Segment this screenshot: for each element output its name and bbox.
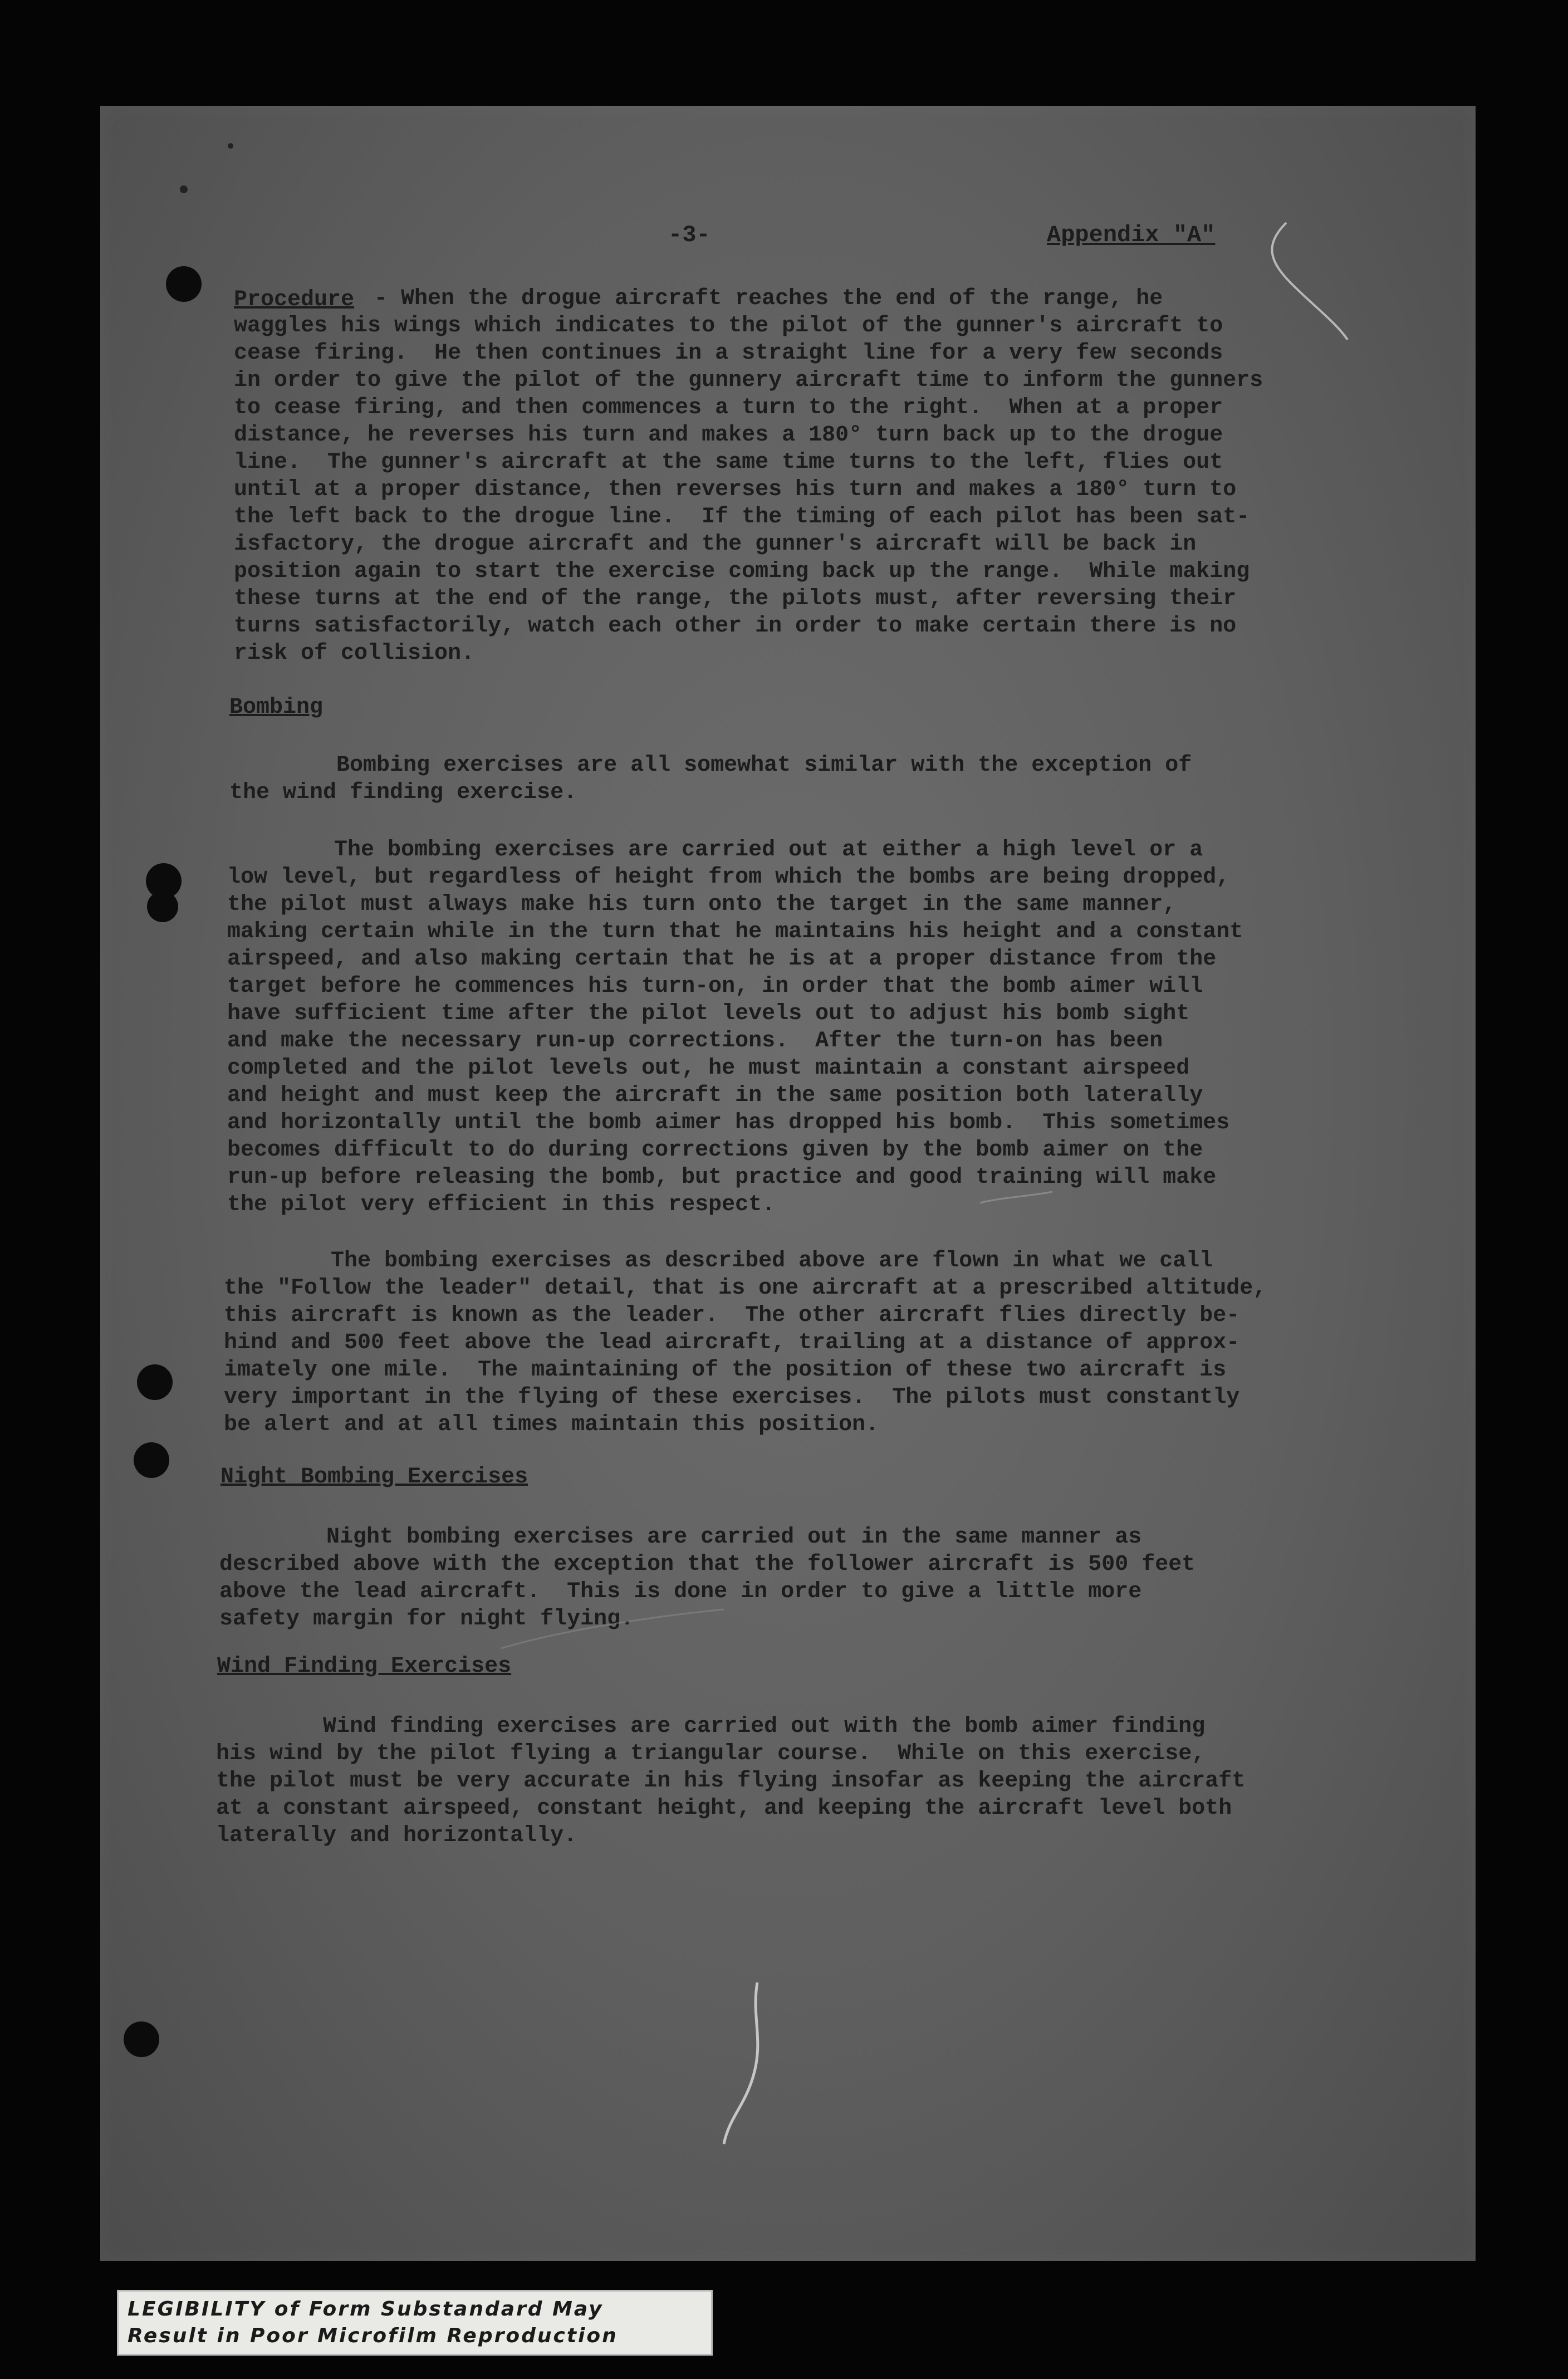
procedure-line: cease firing. He then continues in a straight line for a very few seconds xyxy=(234,341,1223,366)
bombing-line: target before he commences his turn-on, in order that the bomb aimer will xyxy=(227,974,1203,999)
bombing-line: the pilot very efficient in this respect. xyxy=(227,1192,776,1217)
wind-finding-line: laterally and horizontally. xyxy=(216,1823,577,1848)
night-bombing-line: Night bombing exercises are carried out in the same manner as xyxy=(219,1525,1142,1550)
bombing-line: Bombing exercises are all somewhat similar with the exception of xyxy=(229,753,1192,778)
bombing-heading: Bombing xyxy=(229,695,324,720)
bombing-line: and horizontally until the bomb aimer has dropped his bomb. This sometimes xyxy=(227,1110,1230,1135)
bombing-line: the "Follow the leader" detail, that is one aircraft at a prescribed altitude, xyxy=(224,1276,1267,1301)
bombing-line: and make the necessary run-up corrections. After the turn-on has been xyxy=(227,1029,1163,1054)
bombing-line: run-up before releasing the bomb, but practice and good training will make xyxy=(227,1165,1217,1190)
night-bombing-line: described above with the exception that the follower aircraft is 500 feet xyxy=(219,1552,1195,1577)
procedure-line: risk of collision. xyxy=(234,641,475,666)
procedure-line: position again to start the exercise coming back up the range. While making xyxy=(234,559,1250,584)
procedure-line: these turns at the end of the range, the pilots must, after reversing their xyxy=(234,586,1237,611)
wind-finding-line: Wind finding exercises are carried out with the bomb aimer finding xyxy=(216,1714,1206,1739)
page-number: -3- xyxy=(668,222,710,248)
procedure-line: until at a proper distance, then reverses his turn and makes a 180° turn to xyxy=(234,477,1237,502)
procedure-label: Procedure xyxy=(234,287,355,312)
wind-finding-line: the pilot must be very accurate in his flying insofar as keeping the aircraft xyxy=(216,1769,1246,1794)
speck xyxy=(228,143,233,149)
procedure-line: distance, he reverses his turn and makes a 180° turn back up to the drogue xyxy=(234,423,1223,448)
bombing-line: becomes difficult to do during corrections given by the bomb aimer on the xyxy=(227,1138,1203,1163)
night-bombing-line: safety margin for night flying. xyxy=(219,1607,634,1632)
bombing-line: the wind finding exercise. xyxy=(229,780,577,805)
bombing-line: this aircraft is known as the leader. The other aircraft flies directly be- xyxy=(224,1303,1240,1328)
appendix-label: Appendix "A" xyxy=(1047,222,1216,248)
wind-finding-line: at a constant airspeed, constant height, and keeping the aircraft level both xyxy=(216,1796,1232,1821)
bombing-line: be alert and at all times maintain this position. xyxy=(224,1412,879,1437)
night-bombing-heading: Night Bombing Exercises xyxy=(220,1465,528,1490)
night-bombing-line: above the lead aircraft. This is done in order to give a little more xyxy=(219,1579,1142,1604)
procedure-line-0: - When the drogue aircraft reaches the end of the range, he xyxy=(361,286,1163,311)
label-card-line-1: LEGIBILITY of Form Substandard May xyxy=(128,2298,604,2321)
procedure-line: isfactory, the drogue aircraft and the gunner's aircraft will be back in xyxy=(234,532,1197,557)
bombing-line: The bombing exercises are carried out at either a high level or a xyxy=(227,838,1203,863)
procedure-line: in order to give the pilot of the gunnery aircraft time to inform the gunners xyxy=(234,368,1263,393)
wind-finding-line: his wind by the pilot flying a triangular course. While on this exercise, xyxy=(216,1741,1206,1766)
bombing-line: and height and must keep the aircraft in the same position both laterally xyxy=(227,1083,1203,1108)
bombing-line: completed and the pilot levels out, he must maintain a constant airspeed xyxy=(227,1056,1190,1081)
bombing-line: low level, but regardless of height from which the bombs are being dropped, xyxy=(227,865,1230,890)
legibility-label-card xyxy=(117,2290,713,2356)
bombing-line: hind and 500 feet above the lead aircraft, trailing at a distance of approx- xyxy=(224,1330,1240,1355)
bombing-line: very important in the flying of these exercises. The pilots must constantly xyxy=(224,1385,1240,1410)
bombing-line: The bombing exercises as described above are flown in what we call xyxy=(224,1249,1213,1274)
procedure-line: line. The gunner's aircraft at the same time turns to the left, flies out xyxy=(234,450,1223,475)
bombing-line: have sufficient time after the pilot levels out to adjust his bomb sight xyxy=(227,1001,1190,1026)
speck xyxy=(180,185,188,193)
bombing-line: airspeed, and also making certain that he is at a proper distance from the xyxy=(227,947,1217,972)
procedure-line: the left back to the drogue line. If the timing of each pilot has been sat- xyxy=(234,505,1250,530)
bombing-line: making certain while in the turn that he maintains his height and a constant xyxy=(227,919,1243,944)
procedure-line: waggles his wings which indicates to the pilot of the gunner's aircraft to xyxy=(234,314,1223,339)
bombing-line: the pilot must always make his turn onto the target in the same manner, xyxy=(227,892,1177,917)
procedure-line: to cease firing, and then commences a turn to the right. When at a proper xyxy=(234,395,1223,420)
wind-finding-heading: Wind Finding Exercises xyxy=(217,1654,512,1679)
label-card-line-2: Result in Poor Microfilm Reproduction xyxy=(128,2324,618,2347)
procedure-line: turns satisfactorily, watch each other in order to make certain there is no xyxy=(234,614,1237,639)
bombing-line: imately one mile. The maintaining of the position of these two aircraft is xyxy=(224,1358,1227,1383)
